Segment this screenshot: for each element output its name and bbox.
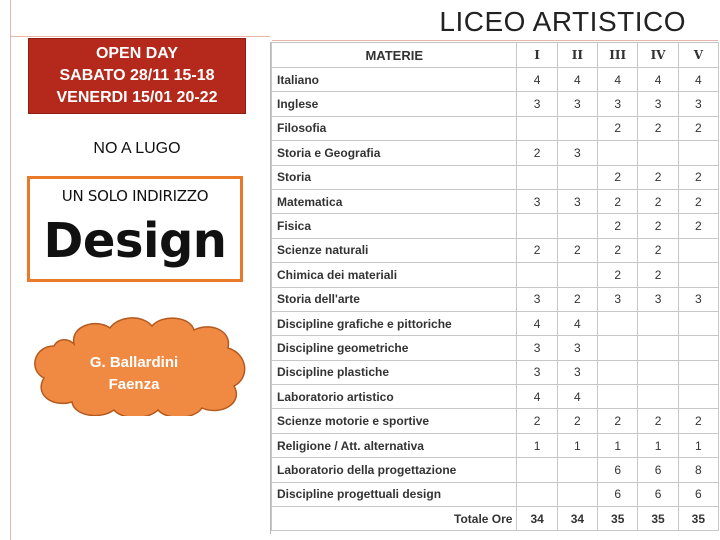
total-hours-year-2: 34 xyxy=(557,507,597,531)
subject-cell: Discipline plastiche xyxy=(272,360,517,384)
hours-cell-year-3: 2 xyxy=(598,238,638,262)
hours-cell-year-5: 3 xyxy=(678,92,718,116)
column-header-year-1: I xyxy=(517,43,557,68)
hours-cell-year-4: 2 xyxy=(638,263,678,287)
hours-cell-year-4: 2 xyxy=(638,238,678,262)
column-header-year-4: IV xyxy=(638,43,678,68)
total-hours-year-3: 35 xyxy=(598,507,638,531)
hours-cell-year-3 xyxy=(598,385,638,409)
column-header-year-5: V xyxy=(678,43,718,68)
hours-cell-year-1 xyxy=(517,165,557,189)
hours-cell-year-3: 1 xyxy=(598,433,638,457)
subject-cell: Storia dell'arte xyxy=(272,287,517,311)
hours-cell-year-5 xyxy=(678,263,718,287)
table-row xyxy=(272,458,719,482)
hours-cell-year-2 xyxy=(557,214,597,238)
hours-cell-year-4 xyxy=(638,311,678,335)
hours-cell-year-2: 3 xyxy=(557,189,597,213)
hours-cell-year-1 xyxy=(517,482,557,506)
hours-cell-year-5 xyxy=(678,311,718,335)
table-row xyxy=(272,360,719,384)
table-row xyxy=(272,311,719,335)
indirizzo-subtitle: UN SOLO INDIRIZZO xyxy=(61,187,209,205)
hours-cell-year-3: 2 xyxy=(598,116,638,140)
hours-cell-year-4: 3 xyxy=(638,287,678,311)
hours-cell-year-1: 3 xyxy=(517,287,557,311)
curriculum-table-panel xyxy=(270,42,719,534)
hours-cell-year-3 xyxy=(598,360,638,384)
table-body xyxy=(272,68,719,531)
subject-cell: Discipline geometriche xyxy=(272,336,517,360)
subject-cell: Chimica dei materiali xyxy=(272,263,517,287)
hours-cell-year-2: 1 xyxy=(557,433,597,457)
hours-cell-year-2: 3 xyxy=(557,360,597,384)
hours-cell-year-3: 6 xyxy=(598,482,638,506)
total-hours-year-4: 35 xyxy=(638,507,678,531)
hours-cell-year-5 xyxy=(678,360,718,384)
table-header-row xyxy=(272,43,719,68)
hours-cell-year-1: 3 xyxy=(517,92,557,116)
hours-cell-year-3: 2 xyxy=(598,263,638,287)
slide-frame-vertical xyxy=(10,0,11,540)
table-row xyxy=(272,141,719,165)
page-title: LICEO ARTISTICO xyxy=(439,6,686,37)
hours-cell-year-5: 1 xyxy=(678,433,718,457)
column-header-year-2: II xyxy=(557,43,597,68)
hours-cell-year-5: 2 xyxy=(678,116,718,140)
table-row xyxy=(272,189,719,213)
open-day-heading: OPEN DAY xyxy=(95,45,179,62)
subject-cell: Storia xyxy=(272,165,517,189)
hours-cell-year-5: 3 xyxy=(678,287,718,311)
hours-cell-year-3: 2 xyxy=(598,189,638,213)
hours-cell-year-4: 2 xyxy=(638,165,678,189)
hours-cell-year-1: 4 xyxy=(517,385,557,409)
hours-cell-year-4: 2 xyxy=(638,189,678,213)
column-header-materie: MATERIE xyxy=(272,43,517,68)
hours-cell-year-4: 2 xyxy=(638,409,678,433)
hours-cell-year-1: 2 xyxy=(517,141,557,165)
hours-cell-year-5: 2 xyxy=(678,189,718,213)
hours-cell-year-4 xyxy=(638,336,678,360)
hours-cell-year-1: 4 xyxy=(517,68,557,92)
hours-cell-year-2: 4 xyxy=(557,311,597,335)
hours-cell-year-4: 2 xyxy=(638,214,678,238)
no-lugo-note: NO A LUGO xyxy=(93,140,181,157)
hours-cell-year-2 xyxy=(557,482,597,506)
hours-cell-year-4: 2 xyxy=(638,116,678,140)
hours-cell-year-5 xyxy=(678,385,718,409)
hours-cell-year-1 xyxy=(517,214,557,238)
hours-cell-year-2: 4 xyxy=(557,68,597,92)
hours-cell-year-5 xyxy=(678,238,718,262)
hours-cell-year-4: 6 xyxy=(638,458,678,482)
table-row xyxy=(272,385,719,409)
open-day-box xyxy=(28,38,246,114)
table-row xyxy=(272,263,719,287)
open-day-date-1: SABATO 28/11 15-18 xyxy=(59,67,215,84)
table-row xyxy=(272,482,719,506)
subject-cell: Filosofia xyxy=(272,116,517,140)
total-row xyxy=(272,507,719,531)
hours-cell-year-1 xyxy=(517,263,557,287)
curriculum-table xyxy=(271,42,719,531)
hours-cell-year-5: 6 xyxy=(678,482,718,506)
hours-cell-year-2: 2 xyxy=(557,287,597,311)
hours-cell-year-3 xyxy=(598,141,638,165)
table-row xyxy=(272,238,719,262)
hours-cell-year-4: 3 xyxy=(638,92,678,116)
subject-cell: Discipline grafiche e pittoriche xyxy=(272,311,517,335)
hours-cell-year-4 xyxy=(638,385,678,409)
hours-cell-year-4 xyxy=(638,360,678,384)
hours-cell-year-2 xyxy=(557,165,597,189)
table-row xyxy=(272,165,719,189)
hours-cell-year-2: 3 xyxy=(557,336,597,360)
subject-cell: Fisica xyxy=(272,214,517,238)
subject-cell: Inglese xyxy=(272,92,517,116)
hours-cell-year-1: 4 xyxy=(517,311,557,335)
table-row xyxy=(272,409,719,433)
hours-cell-year-1 xyxy=(517,116,557,140)
school-city: Faenza xyxy=(108,376,160,393)
table-row xyxy=(272,336,719,360)
title-divider xyxy=(272,40,718,41)
hours-cell-year-3 xyxy=(598,311,638,335)
hours-cell-year-3: 6 xyxy=(598,458,638,482)
subject-cell: Storia e Geografia xyxy=(272,141,517,165)
hours-cell-year-4: 4 xyxy=(638,68,678,92)
hours-cell-year-3: 3 xyxy=(598,92,638,116)
total-hours-year-1: 34 xyxy=(517,507,557,531)
hours-cell-year-4: 1 xyxy=(638,433,678,457)
hours-cell-year-2: 3 xyxy=(557,141,597,165)
hours-cell-year-5 xyxy=(678,141,718,165)
total-hours-year-5: 35 xyxy=(678,507,718,531)
hours-cell-year-3: 4 xyxy=(598,68,638,92)
hours-cell-year-2 xyxy=(557,263,597,287)
subject-cell: Laboratorio della progettazione xyxy=(272,458,517,482)
hours-cell-year-2: 4 xyxy=(557,385,597,409)
indirizzo-box xyxy=(27,176,243,282)
hours-cell-year-5: 4 xyxy=(678,68,718,92)
hours-cell-year-1 xyxy=(517,458,557,482)
hours-cell-year-3: 3 xyxy=(598,287,638,311)
hours-cell-year-5: 2 xyxy=(678,214,718,238)
table-row xyxy=(272,287,719,311)
slide-frame-horizontal xyxy=(10,36,270,37)
hours-cell-year-3 xyxy=(598,336,638,360)
hours-cell-year-4 xyxy=(638,141,678,165)
hours-cell-year-1: 2 xyxy=(517,238,557,262)
subject-cell: Italiano xyxy=(272,68,517,92)
subject-cell: Religione / Att. alternativa xyxy=(272,433,517,457)
hours-cell-year-5: 2 xyxy=(678,165,718,189)
hours-cell-year-3: 2 xyxy=(598,165,638,189)
hours-cell-year-5 xyxy=(678,336,718,360)
total-label: Totale Ore xyxy=(272,507,517,531)
open-day-date-2: VENERDI 15/01 20-22 xyxy=(56,89,218,106)
table-row xyxy=(272,433,719,457)
table-row xyxy=(272,68,719,92)
subject-cell: Scienze naturali xyxy=(272,238,517,262)
school-label xyxy=(34,352,234,396)
hours-cell-year-2: 2 xyxy=(557,238,597,262)
subject-cell: Laboratorio artistico xyxy=(272,385,517,409)
subject-cell: Scienze motorie e sportive xyxy=(272,409,517,433)
hours-cell-year-1: 3 xyxy=(517,360,557,384)
table-row xyxy=(272,214,719,238)
hours-cell-year-5: 8 xyxy=(678,458,718,482)
hours-cell-year-2 xyxy=(557,116,597,140)
hours-cell-year-5: 2 xyxy=(678,409,718,433)
hours-cell-year-1: 3 xyxy=(517,336,557,360)
table-row xyxy=(272,116,719,140)
hours-cell-year-4: 6 xyxy=(638,482,678,506)
subject-cell: Matematica xyxy=(272,189,517,213)
hours-cell-year-2: 3 xyxy=(557,92,597,116)
indirizzo-name: Design xyxy=(43,213,227,269)
hours-cell-year-2 xyxy=(557,458,597,482)
table-row xyxy=(272,92,719,116)
hours-cell-year-2: 2 xyxy=(557,409,597,433)
hours-cell-year-1: 1 xyxy=(517,433,557,457)
hours-cell-year-1: 3 xyxy=(517,189,557,213)
hours-cell-year-1: 2 xyxy=(517,409,557,433)
school-name: G. Ballardini xyxy=(89,354,179,371)
column-header-year-3: III xyxy=(598,43,638,68)
hours-cell-year-3: 2 xyxy=(598,214,638,238)
subject-cell: Discipline progettuali design xyxy=(272,482,517,506)
hours-cell-year-3: 2 xyxy=(598,409,638,433)
